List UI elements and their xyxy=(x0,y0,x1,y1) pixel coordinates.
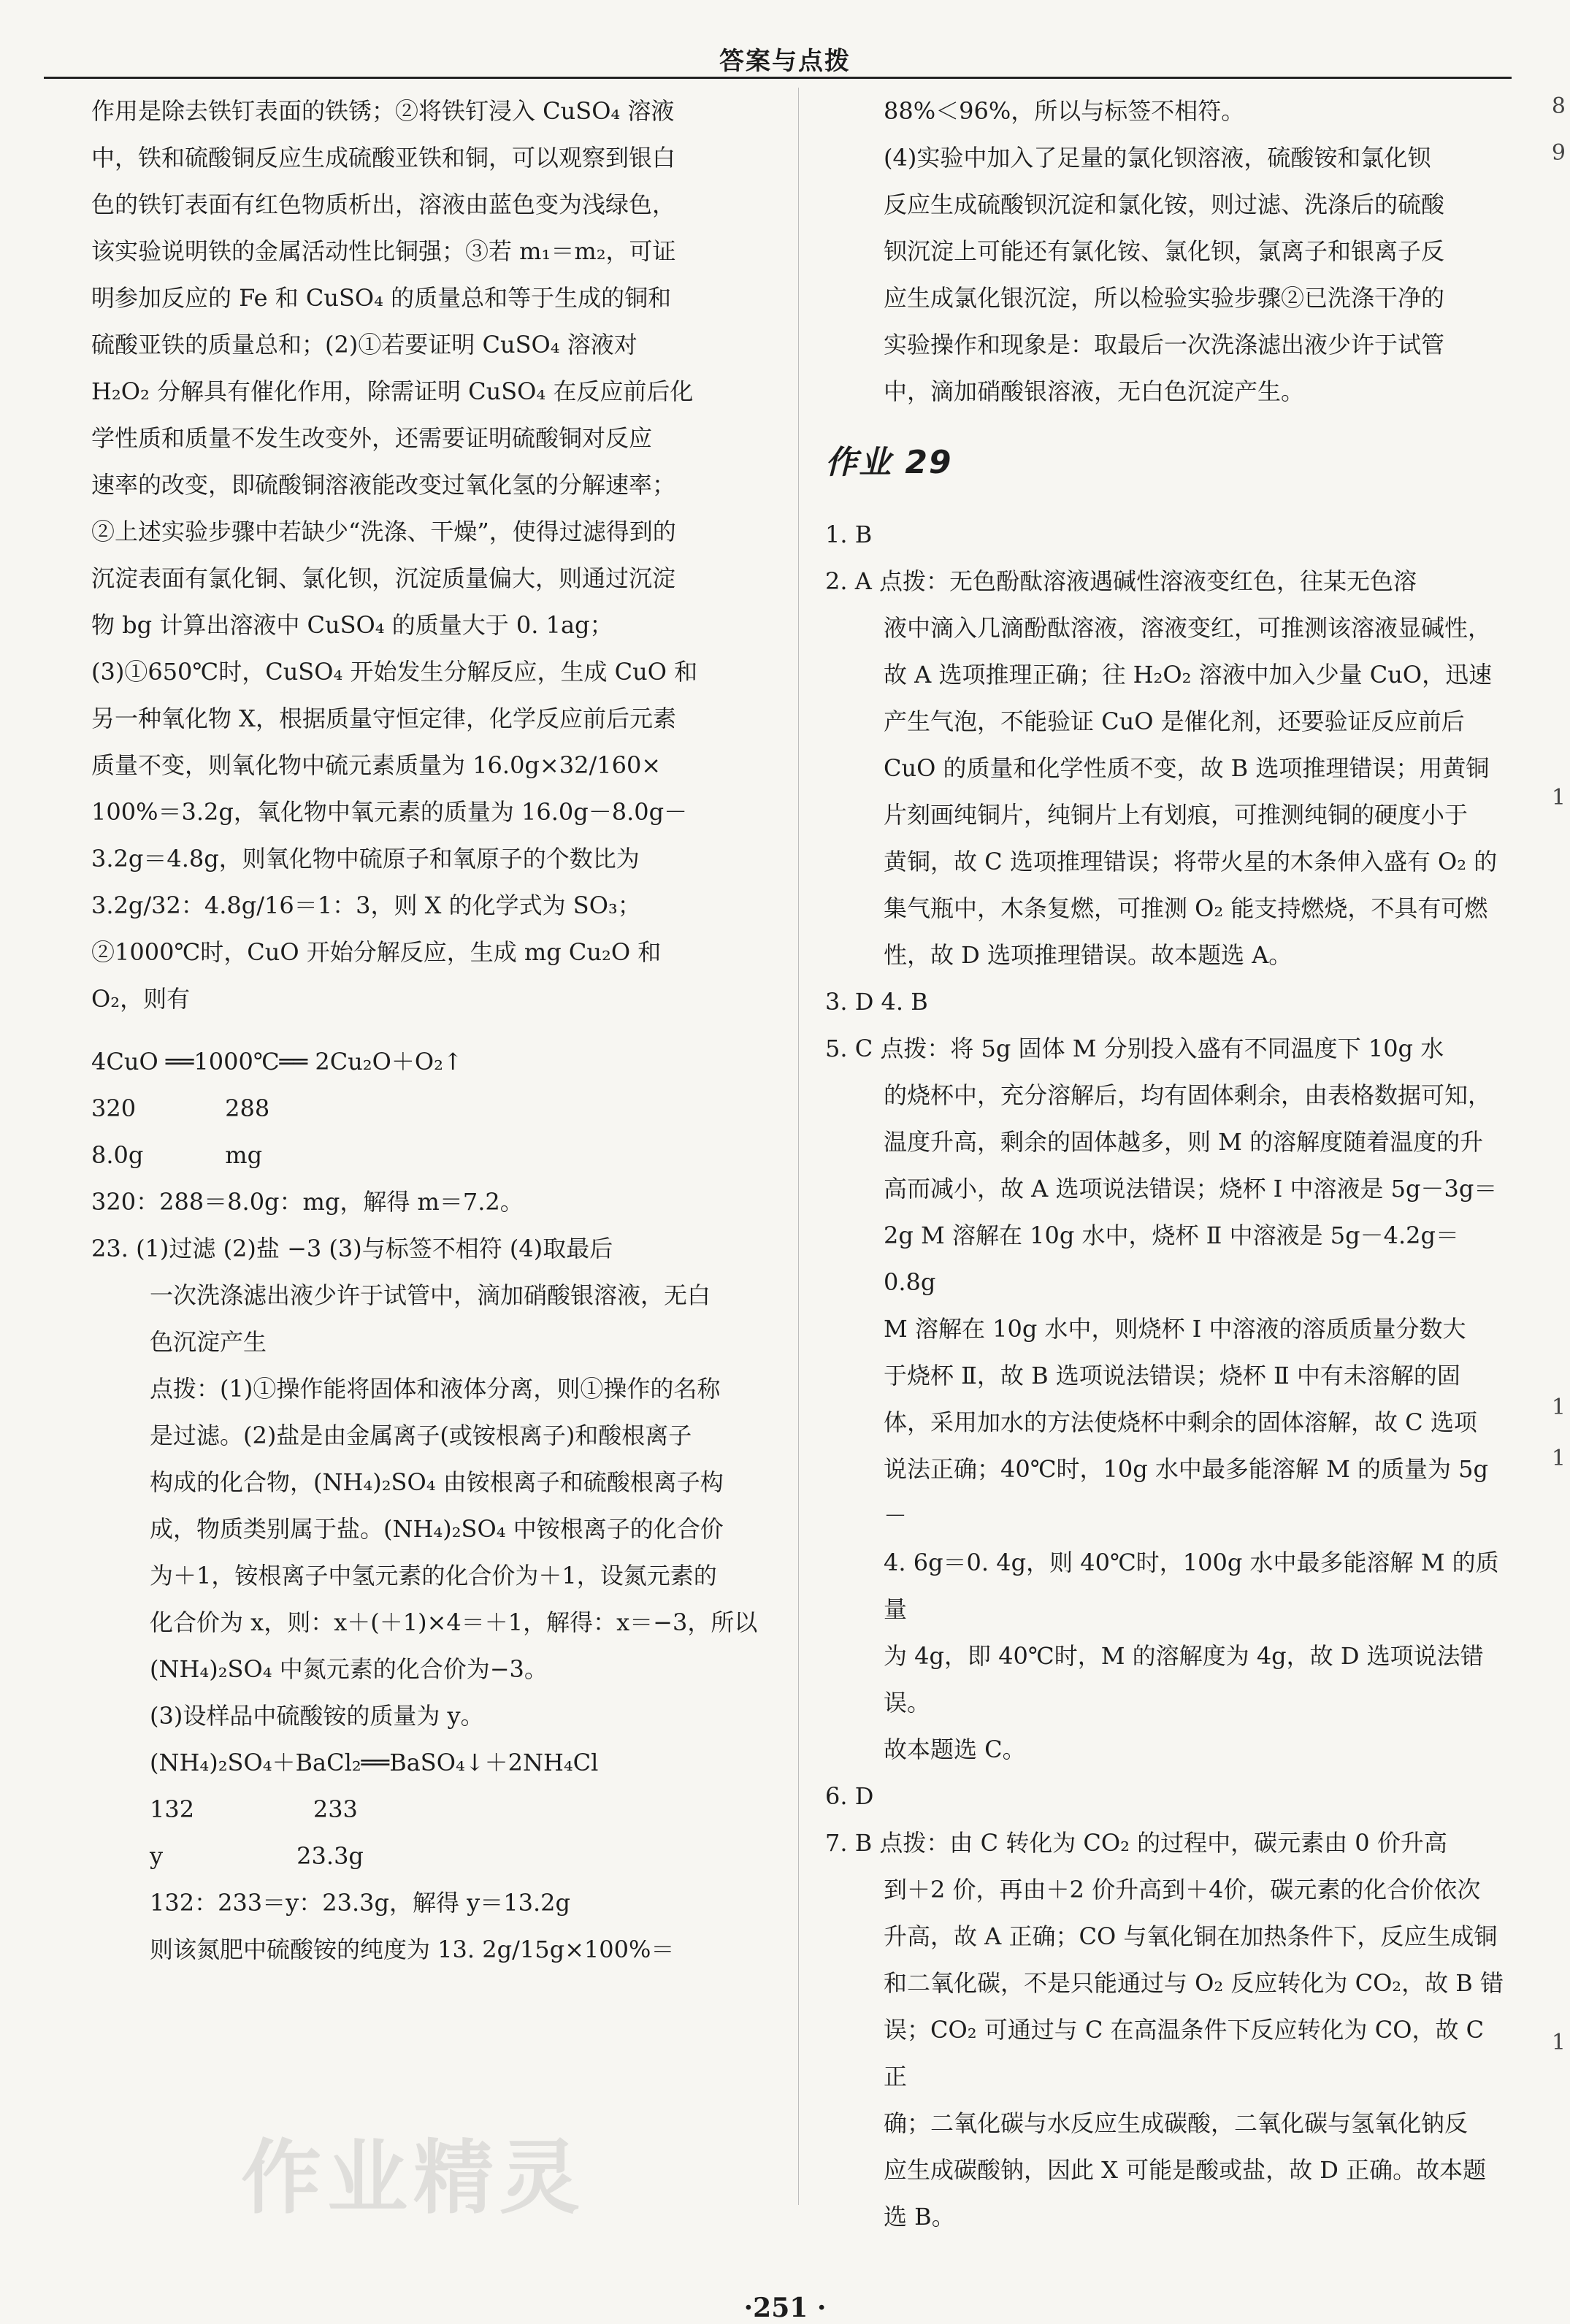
text-line: 色的铁钉表面有红色物质析出，溶液由蓝色变为浅绿色， xyxy=(91,191,676,218)
q5-line: 体，采用加水的方法使烧杯中剩余的固体溶解，故 C 选项 xyxy=(884,1408,1477,1436)
q2-line: 液中滴入几滴酚酞溶液，溶液变红，可推测该溶液显碱性， xyxy=(884,614,1492,642)
header-rule xyxy=(44,77,1512,79)
question-5 xyxy=(825,1025,1504,1773)
text-line: 质量不变，则氧化物中硫元素质量为 16.0g×32/160× xyxy=(91,751,662,779)
q5-line: M 溶解在 10g 水中，则烧杯 Ⅰ 中溶液的溶质质量分数大 xyxy=(884,1315,1466,1343)
q7-line: 应生成碳酸钠，因此 X 可能是酸或盐，故 D 正确。故本题 xyxy=(884,2156,1487,2184)
q23-note-line: (3)设样品中硫酸铵的质量为 y。 xyxy=(150,1702,484,1730)
q5-line: 温度升高，剩余的固体越多，则 M 的溶解度随着温度的升 xyxy=(884,1128,1484,1156)
edge-mark: 1 xyxy=(1551,1395,1566,1420)
text-line: ②上述实验步骤中若缺少“洗涤、干燥”，使得过滤得到的 xyxy=(91,518,676,545)
text-line: 3.2g＝4.8g，则氧化物中硫原子和氧原子的个数比为 xyxy=(91,845,640,873)
text-line: 88%＜96%，所以与标签不相符。 xyxy=(884,97,1245,125)
q5-line: 5. C 点拨：将 5g 固体 M 分别投入盛有不同温度下 10g 水 xyxy=(825,1035,1444,1062)
text-line: 应生成氯化银沉淀，所以检验实验步骤②已洗涤干净的 xyxy=(884,284,1445,312)
q7-line: 选 B。 xyxy=(884,2203,955,2231)
equation-1: 4CuO ══1000℃══ 2Cu₂O＋O₂↑ xyxy=(91,1048,463,1075)
equation-2-masses: 132 233 xyxy=(150,1795,358,1823)
text-line: 明参加反应的 Fe 和 CuSO₄ 的质量总和等于生成的铜和 xyxy=(91,284,672,312)
q23-note-line: 是过滤。(2)盐是由金属离子(或铵根离子)和酸根离子 xyxy=(150,1422,692,1449)
answer-3-4: 3. D 4. B xyxy=(825,988,928,1016)
edge-mark: 1 xyxy=(1551,2030,1566,2055)
text-line: 反应生成硫酸钡沉淀和氯化铵，则过滤、洗涤后的硫酸 xyxy=(884,191,1445,218)
q2-line: 产生气泡，不能验证 CuO 是催化剂，还要验证反应前后 xyxy=(884,707,1465,735)
q7-line: 误；CO₂ 可通过与 C 在高温条件下反应转化为 CO，故 C 正 xyxy=(884,2016,1485,2090)
text-line: 学性质和质量不发生改变外，还需要证明硫酸铜对反应 xyxy=(91,424,653,452)
question-7 xyxy=(825,1819,1504,2240)
text-line: 速率的改变，即硫酸铜溶液能改变过氧化氢的分解速率； xyxy=(91,471,676,499)
q7-line: 7. B 点拨：由 C 转化为 CO₂ 的过程中，碳元素由 0 价升高 xyxy=(825,1829,1447,1857)
page-number: ·251 · xyxy=(743,2293,827,2323)
q2-line: 黄铜，故 C 选项推理错误；将带火星的木条伸入盛有 O₂ 的 xyxy=(884,848,1498,875)
text-line: 沉淀表面有氯化铜、氯化钡，沉淀质量偏大，则通过沉淀 xyxy=(91,564,676,592)
text-line: 硫酸亚铁的质量总和；(2)①若要证明 CuSO₄ 溶液对 xyxy=(91,331,637,358)
answer-1: 1. B xyxy=(825,521,873,548)
q23-note-line: 成，物质类别属于盐。(NH₄)₂SO₄ 中铵根离子的化合价 xyxy=(150,1515,724,1543)
text-line: 中，滴加硝酸银溶液，无白色沉淀产生。 xyxy=(884,377,1305,405)
q23-note-line: 点拨：(1)①操作能将固体和液体分离，则①操作的名称 xyxy=(150,1375,721,1403)
answer-6: 6. D xyxy=(825,1782,874,1810)
text-line: 中，铁和硫酸铜反应生成硫酸亚铁和铜，可以观察到银白 xyxy=(91,144,676,172)
edge-mark: 1 xyxy=(1551,1446,1566,1471)
q7-line: 和二氧化碳，不是只能通过与 O₂ 反应转化为 CO₂，故 B 错 xyxy=(884,1969,1504,1997)
text-line: H₂O₂ 分解具有催化作用，除需证明 CuSO₄ 在反应前后化 xyxy=(91,377,694,405)
q5-line: 的烧杯中，充分溶解后，均有固体剩余，由表格数据可知， xyxy=(884,1081,1492,1109)
text-line: 实验操作和现象是：取最后一次洗涤滤出液少许于试管 xyxy=(884,331,1445,358)
q5-line: 2g M 溶解在 10g 水中，烧杯 Ⅱ 中溶液是 5g－4.2g＝0.8g xyxy=(884,1222,1459,1296)
q7-line: 升高，故 A 正确；CO 与氧化铜在加热条件下，反应生成铜 xyxy=(884,1922,1498,1950)
text-line: 100%＝3.2g，氧化物中氧元素的质量为 16.0g－8.0g－ xyxy=(91,798,688,826)
page-header xyxy=(0,28,1570,79)
equation-2-solve: 132：233＝y：23.3g，解得 y＝13.2g xyxy=(150,1889,570,1917)
question-23 xyxy=(91,1225,770,1973)
edge-mark: 8 xyxy=(1551,93,1566,119)
q2-line: 故 A 选项推理正确；往 H₂O₂ 溶液中加入少量 CuO，迅速 xyxy=(884,661,1493,689)
q5-line: 说法正确；40℃时，10g 水中最多能溶解 M 的质量为 5g－ xyxy=(884,1455,1489,1530)
q7-line: 到＋2 价，再由＋2 价升高到＋4价，碳元素的化合价依次 xyxy=(884,1876,1481,1903)
left-para-1 xyxy=(91,88,770,1022)
q7-line: 确；二氧化碳与水反应生成碳酸，二氧化碳与氢氧化钠反 xyxy=(884,2109,1468,2137)
text-line: (3)①650℃时，CuSO₄ 开始发生分解反应，生成 CuO 和 xyxy=(91,658,698,686)
right-column xyxy=(825,88,1504,2240)
text-line: 钡沉淀上可能还有氯化铵、氯化钡，氯离子和银离子反 xyxy=(884,237,1445,265)
watermark: 作业精灵 xyxy=(241,2131,586,2225)
q23-note-line: 化合价为 x，则：x＋(＋1)×4＝＋1，解得：x＝−3，所以 xyxy=(150,1608,758,1636)
edge-mark: 9 xyxy=(1551,140,1566,166)
text-line: 该实验说明铁的金属活动性比铜强；③若 m₁＝m₂，可证 xyxy=(91,237,676,265)
text-line: 3.2g/32：4.8g/16＝1：3，则 X 的化学式为 SO₃； xyxy=(91,891,641,919)
text-line: ②1000℃时，CuO 开始分解反应，生成 mg Cu₂O 和 xyxy=(91,938,662,966)
q5-line: 为 4g，即 40℃时，M 的溶解度为 4g，故 D 选项说法错误。 xyxy=(884,1642,1484,1717)
equation-1-solve: 320：288＝8.0g：mg，解得 m＝7.2。 xyxy=(91,1188,524,1216)
q23-answer-line: 色沉淀产生 xyxy=(150,1328,267,1356)
text-line: O₂，则有 xyxy=(91,985,191,1013)
question-2 xyxy=(825,558,1504,978)
q5-line: 4. 6g＝0. 4g，则 40℃时，100g 水中最多能溶解 M 的质量 xyxy=(884,1549,1499,1623)
equation-1-values: 8.0g mg xyxy=(91,1141,263,1169)
equation-2: (NH₄)₂SO₄＋BaCl₂══BaSO₄↓＋2NH₄Cl xyxy=(150,1749,599,1776)
equation-1-masses: 320 288 xyxy=(91,1094,270,1122)
edge-mark: 1 xyxy=(1551,785,1566,810)
q2-line: 性，故 D 选项推理错误。故本题选 A。 xyxy=(884,941,1293,969)
column-divider xyxy=(798,88,799,2205)
left-column xyxy=(91,88,770,1973)
q5-line: 高而减小，故 A 选项说法错误；烧杯 Ⅰ 中溶液是 5g－3g＝ xyxy=(884,1175,1498,1203)
q23-note-line: 为＋1，铵根离子中氢元素的化合价为＋1，设氮元素的 xyxy=(150,1562,717,1589)
q23-note-line: 构成的化合物，(NH₄)₂SO₄ 由铵根离子和硫酸根离子构 xyxy=(150,1468,724,1496)
q23-note-line: (NH₄)₂SO₄ 中氮元素的化合价为−3。 xyxy=(150,1655,548,1683)
q2-line: 片刻画纯铜片，纯铜片上有划痕，可推测纯铜的硬度小于 xyxy=(884,801,1468,829)
section-title: 作业 29 xyxy=(825,444,953,481)
text-line: 作用是除去铁钉表面的铁锈；②将铁钉浸入 CuSO₄ 溶液 xyxy=(91,97,675,125)
q23-answer-line: 23. (1)过滤 (2)盐 −3 (3)与标签不相符 (4)取最后 xyxy=(91,1235,613,1262)
q2-line: 2. A 点拨：无色酚酞溶液遇碱性溶液变红色，往某无色溶 xyxy=(825,567,1417,595)
text-line: 另一种氧化物 X，根据质量守恒定律，化学反应前后元素 xyxy=(91,705,676,732)
equation-2-final: 则该氮肥中硫酸铵的纯度为 13. 2g/15g×100%＝ xyxy=(150,1936,675,1963)
header-title: 答案与点拨 xyxy=(719,47,851,76)
q23-answer-line: 一次洗涤滤出液少许于试管中，滴加硝酸银溶液，无白 xyxy=(150,1281,711,1309)
equation-2-values: y 23.3g xyxy=(150,1842,364,1870)
q2-line: 集气瓶中，木条复燃，可推测 O₂ 能支持燃烧，不具有可燃 xyxy=(884,894,1488,922)
text-line: 物 bg 计算出溶液中 CuSO₄ 的质量大于 0. 1ag； xyxy=(91,611,613,639)
q5-line: 故本题选 C。 xyxy=(884,1736,1026,1763)
q2-line: CuO 的质量和化学性质不变，故 B 选项推理错误；用黄铜 xyxy=(884,754,1490,782)
text-line: (4)实验中加入了足量的氯化钡溶液，硫酸铵和氯化钡 xyxy=(884,144,1431,172)
q5-line: 于烧杯 Ⅱ，故 B 选项说法错误；烧杯 Ⅱ 中有未溶解的固 xyxy=(884,1362,1460,1389)
